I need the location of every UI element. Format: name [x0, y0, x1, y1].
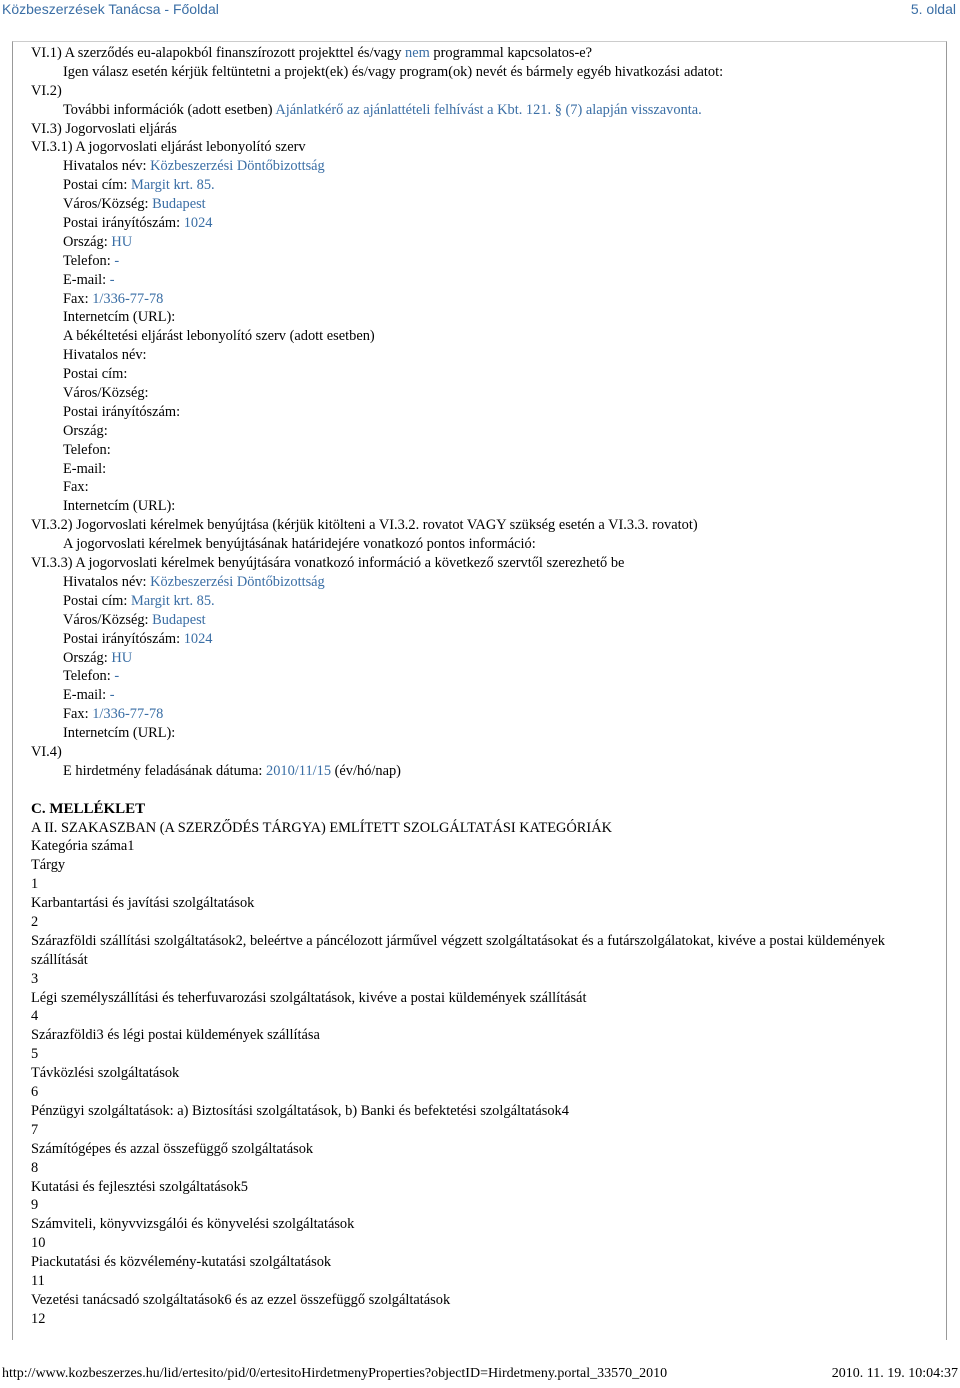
header-page-number: 5. oldal [910, 1, 956, 17]
category-number: 6 [31, 1084, 39, 1101]
section-vi33-label: VI.3.3) A jogorvoslati kérelmek benyújtására vonatkozó információ a következő szervtől szerezhető be [31, 555, 625, 572]
category-subject: Karbantartási és javítási szolgáltatások [31, 895, 255, 912]
section-vi32-label: VI.3.2) Jogorvoslati kérelmek benyújtása (kérjük kitölteni a VI.3.2. rovatot VAGY szükség esetén a VI.3.3. rovatot) [31, 517, 698, 534]
conc-postal-address: Postai cím: [63, 366, 128, 383]
annex-subtitle: A II. SZAKASZBAN (A SZERZŐDÉS TÁRGYA) EMLÍTETT SZOLGÁLTATÁSI KATEGÓRIÁK [31, 819, 612, 836]
info-telephone: Telefon: - [63, 668, 120, 685]
annex-category-list [31, 875, 931, 1329]
section-vi2-text: További információk (adott esetben) Ajánlatkérő az ajánlattételi felhívást a Kbt. 121. § (7) alapján visszavonta. [63, 101, 702, 118]
category-subject: Szárazföldi szállítási szolgáltatások2, beleértve a páncélozott járművel végzett szolgáltatásokat és a futárszolgálatokat, kivéve a postai küldemények szállítását [31, 932, 885, 968]
field-city: Város/Község: Budapest [63, 196, 206, 213]
footer-url: http://www.kozbeszerzes.hu/lid/ertesito/pid/0/ertesitoHirdetmenyProperties?objectID=Hirdetmeny.portal_33570_2010 [2, 1366, 668, 1381]
field-fax: Fax: 1/336-77-78 [63, 290, 164, 307]
section-vi2-label: VI.2) [31, 82, 62, 99]
section-vi1: VI.1) A szerződés eu-alapokból finanszírozott projekttel és/vagy nem programmal kapcsolatos-e? [31, 45, 593, 61]
info-official-name: Hivatalos név: Közbeszerzési Döntőbizottság [63, 573, 325, 590]
eu-funds-value: nem [405, 45, 430, 61]
field-telephone: Telefon: - [63, 252, 120, 269]
field-email: E-mail: - [63, 271, 115, 288]
conc-postal-code: Postai irányítószám: [63, 403, 181, 420]
category-subject: Vezetési tanácsadó szolgáltatások6 és az ezzel összefüggő szolgáltatások [31, 1291, 451, 1308]
field-url: Internetcím (URL): [63, 309, 176, 326]
category-subject: Pénzügyi szolgáltatások: a) Biztosítási szolgáltatások, b) Banki és befektetési szolgáltatások4 [31, 1102, 569, 1119]
page-header [0, 0, 960, 22]
section-vi4-label: VI.4) [31, 743, 62, 760]
info-country: Ország: HU [63, 649, 133, 666]
info-postal-address: Postai cím: Margit krt. 85. [63, 592, 215, 609]
section-vi32-sub: A jogorvoslati kérelmek benyújtásának határidejére vonatkozó pontos információ: [63, 536, 536, 553]
category-subject: Távközlési szolgáltatások [31, 1065, 180, 1082]
conciliation-body-block [31, 346, 931, 516]
conc-email: E-mail: [63, 460, 107, 477]
category-number: 9 [31, 1197, 39, 1214]
annex-title: C. MELLÉKLET [31, 800, 146, 817]
conc-official-name: Hivatalos név: [63, 347, 147, 364]
review-body-block [31, 157, 931, 327]
field-official-name: Hivatalos név: Közbeszerzési Döntőbizottság [63, 158, 325, 175]
info-postal-code: Postai irányítószám: 1024 [63, 630, 213, 647]
category-number: 7 [31, 1121, 39, 1138]
category-number: 12 [31, 1310, 46, 1327]
category-number: 2 [31, 913, 39, 930]
info-fax: Fax: 1/336-77-78 [63, 706, 164, 723]
dispatch-date: E hirdetmény feladásának dátuma: 2010/11/15 (év/hó/nap) [63, 762, 401, 779]
field-postal-address: Postai cím: Margit krt. 85. [63, 177, 215, 194]
category-number: 4 [31, 1008, 39, 1025]
category-number: 11 [31, 1273, 45, 1290]
category-subject: Piackutatási és közvélemény-kutatási szolgáltatások [31, 1254, 332, 1271]
category-subject: Számviteli, könyvvizsgálói és könyvelési szolgáltatások [31, 1216, 355, 1233]
category-subject: Kutatási és fejlesztési szolgáltatások5 [31, 1178, 248, 1195]
category-number: 8 [31, 1159, 39, 1176]
info-email: E-mail: - [63, 687, 115, 704]
field-country: Ország: HU [63, 233, 133, 250]
field-postal-code: Postai irányítószám: 1024 [63, 215, 213, 232]
conc-country: Ország: [63, 422, 108, 439]
annex-col-subject: Tárgy [31, 857, 66, 874]
category-number: 5 [31, 1046, 39, 1063]
info-url: Internetcím (URL): [63, 725, 176, 742]
page-footer [2, 1366, 958, 1386]
dispatch-date-value: 2010/11/15 [266, 762, 332, 779]
info-body-block [31, 573, 931, 743]
additional-info-value: Ajánlatkérő az ajánlattételi felhívást a Kbt. 121. § (7) alapján visszavonta. [275, 101, 702, 118]
annex-col-category: Kategória száma1 [31, 838, 135, 855]
category-subject: Számítógépes és azzal összefüggő szolgáltatások [31, 1140, 314, 1157]
conc-telephone: Telefon: [63, 441, 111, 458]
header-title: Közbeszerzések Tanácsa - Főoldal [2, 1, 219, 17]
conc-city: Város/Község: [63, 385, 149, 402]
category-subject: Légi személyszállítási és teherfuvarozási szolgáltatások, kivéve a postai küldemények szállítását [31, 989, 587, 1006]
conc-url: Internetcím (URL): [63, 498, 176, 515]
section-vi31-label: VI.3.1) A jogorvoslati eljárást lebonyolító szerv [31, 139, 306, 156]
section-vi1-sub: Igen válasz esetén kérjük feltüntetni a projekt(ek) és/vagy program(ok) nevét és bármely egyéb hivatkozási adatot: [63, 63, 724, 80]
conc-fax: Fax: [63, 479, 89, 496]
document-body [31, 44, 931, 1329]
category-number: 1 [31, 876, 39, 893]
category-subject: Szárazföldi3 és légi postai küldemények szállítása [31, 1027, 320, 1044]
info-city: Város/Község: Budapest [63, 611, 206, 628]
category-number: 10 [31, 1235, 46, 1252]
section-vi3-label: VI.3) Jogorvoslati eljárás [31, 120, 177, 137]
footer-timestamp: 2010. 11. 19. 10:04:37 [831, 1366, 958, 1381]
category-number: 3 [31, 970, 39, 987]
conciliation-body-title: A békéltetési eljárást lebonyolító szerv (adott esetben) [63, 328, 375, 345]
